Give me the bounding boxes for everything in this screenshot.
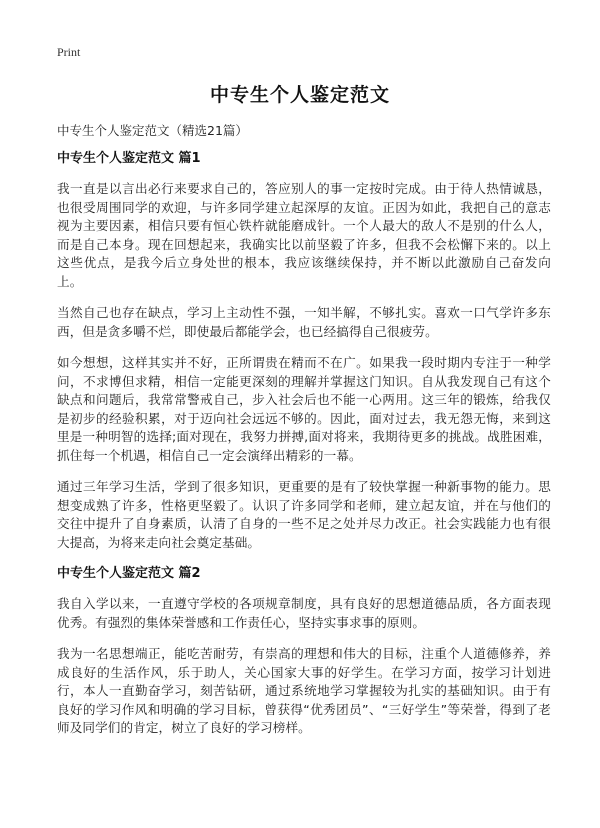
document-subtitle: 中专生个人鉴定范文（精选21篇） xyxy=(57,123,248,138)
paragraph: 我自入学以来，一直遵守学校的各项规章制度，具有良好的思想道德品质，各方面表现优秀。有强烈的集体荣誉感和工作责任心，坚持实事求事的原则。 xyxy=(57,596,551,630)
paragraph: 当然自己也存在缺点，学习上主动性不强，一知半解，不够扎实。喜欢一口气学许多东西，但是贪多嚼不烂，即使最后都能学会，也已经搞得自己很疲劳。 xyxy=(57,305,551,339)
section-2 xyxy=(57,565,551,738)
section-heading: 中专生个人鉴定范文 篇1 xyxy=(57,151,201,166)
paragraph: 通过三年学习生活，学到了很多知识，更重要的是有了较快掌握一种新事物的能力。思想变成熟了许多，性格更坚毅了。认识了许多同学和老师，建立起友谊，并在与他们的交往中提升了自身素质，认清了自身的一些不足之处并尽力改正。社会实践能力也有很大提高，为将来走向社会奠定基础。 xyxy=(57,479,551,550)
paragraph: 我为一名思想端正，能吃苦耐劳，有崇高的理想和伟大的目标，注重个人道德修养，养成良好的生活作风，乐于助人，关心国家大事的好学生。在学习方面，按学习计划进行，本人一直勤奋学习，刻苦钻研，通过系统地学习掌握较为扎实的基础知识。由于有良好的学习作风和明确的学习目标，曾获得“优秀团员”、“三好学生”等荣誉，得到了老师及同学们的肯定，树立了良好的学习榜样。 xyxy=(57,646,551,735)
document-body xyxy=(57,150,551,751)
section-1 xyxy=(57,150,551,552)
print-label: Print xyxy=(57,45,81,59)
paragraph: 如今想想，这样其实并不好，正所谓贵在精而不在广。如果我一段时期内专注于一种学问，不求博但求精，相信一定能更深刻的理解并掌握这门知识。自从我发现自己有这个缺点和问题后，我常常警戒自己，步入社会后也不能一心两用。这三年的锻炼，给我仅是初步的经验积累，对于迈向社会远远不够的。因此，面对过去，我无怨无悔，来到这里是一种明智的选择;面对现在，我努力拼搏,面对将来，我期待更多的挑战。战胜困难，抓住每一个机遇，相信自己一定会演绎出精彩的一幕。 xyxy=(57,355,551,463)
paragraph: 我一直是以言出必行来要求自己的，答应别人的事一定按时完成。由于待人热情诚恳，也很受周围同学的欢迎，与许多同学建立起深厚的友谊。正因为如此，我把自己的意志视为主要因素，相信只要有恒心铁杵就能磨成针。一个人最大的敌人不是别的什么人，而是自己本身。现在回想起来，我确实比以前坚毅了许多，但我不会松懈下来的。以上这些优点，是我今后立身处世的根本，我应该继续保持，并不断以此激励自己奋发向上。 xyxy=(57,181,551,289)
section-heading: 中专生个人鉴定范文 篇2 xyxy=(57,566,201,581)
document-title: 中专生个人鉴定范文 xyxy=(209,84,390,106)
